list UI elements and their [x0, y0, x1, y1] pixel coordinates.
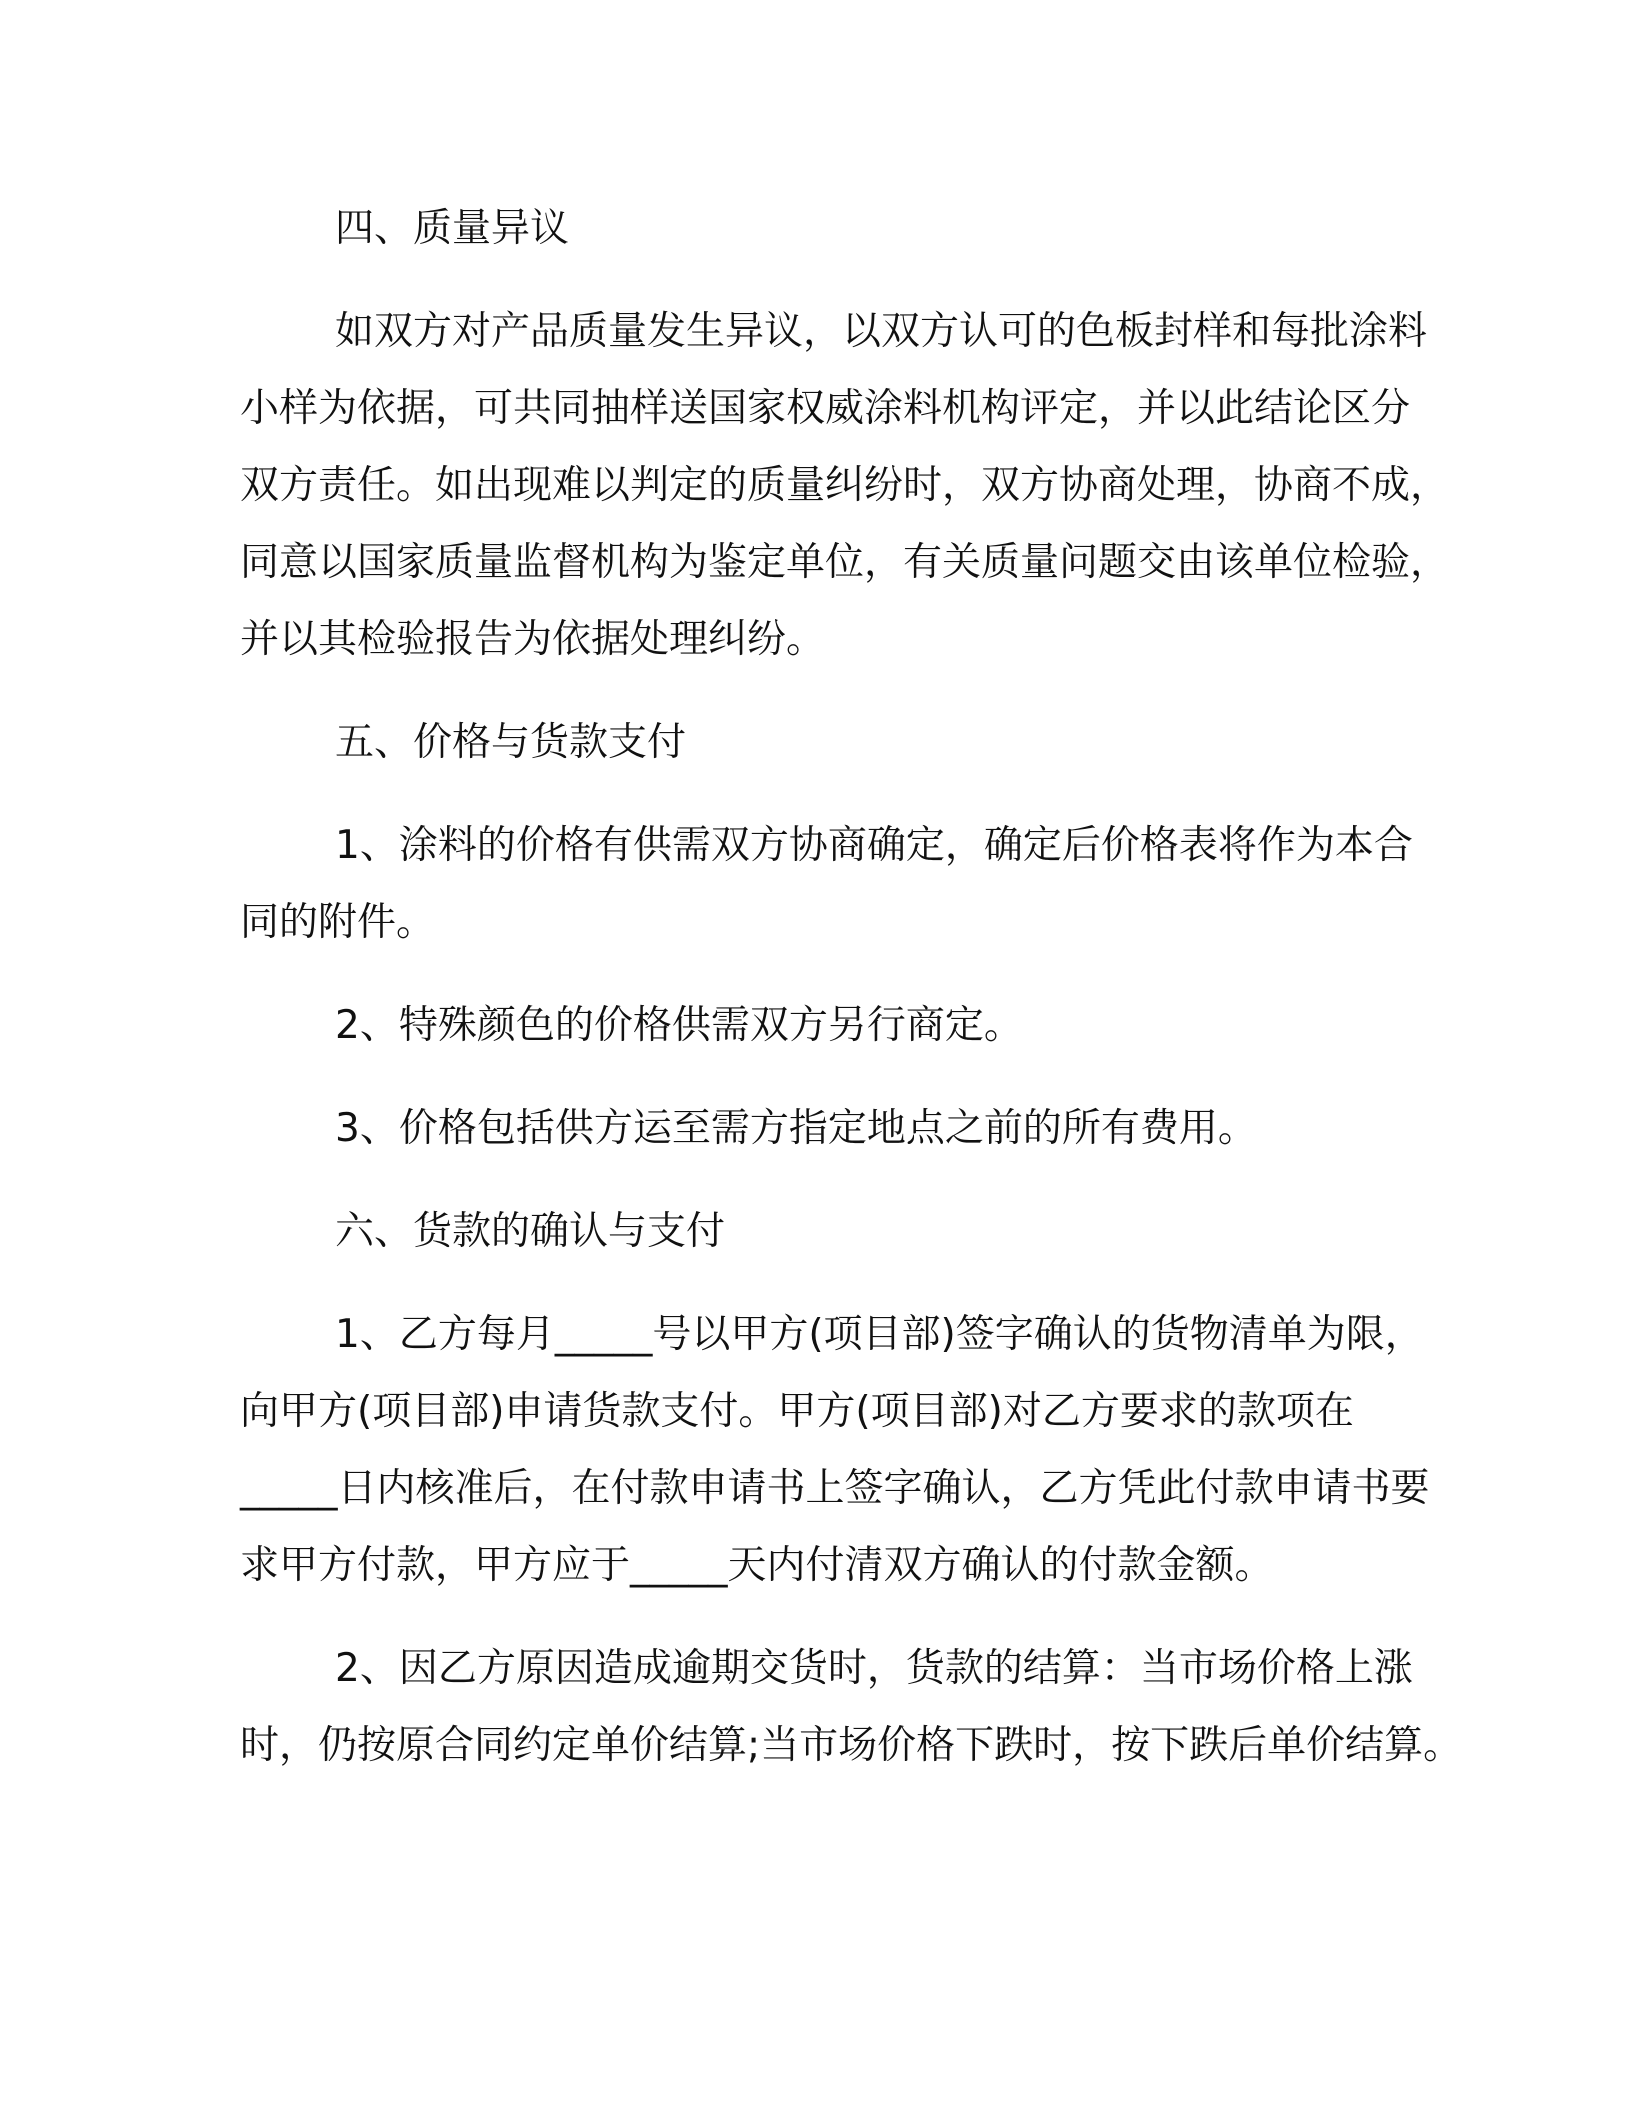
section-heading-payment-confirmation: 六、货款的确认与支付: [335, 1209, 726, 1254]
text-line: 同意以国家质量监督机构为鉴定单位，有关质量问题交由该单位检验，: [240, 540, 1450, 585]
paragraph-price-item-2: [240, 987, 1390, 1064]
text-line: 小样为依据，可共同抽样送国家权威涂料机构评定，并以此结论区分: [240, 386, 1411, 431]
document-body: [240, 190, 1463, 1810]
text-line: 1、涂料的价格有供需双方协商确定，确定后价格表将作为本合: [335, 823, 1413, 868]
text-line: 同的附件。: [240, 900, 436, 945]
paragraph-price-item-3: [240, 1090, 1390, 1167]
text-line: 2、因乙方原因造成逾期交货时，货款的结算：当市场价格上涨: [335, 1646, 1413, 1691]
text-line: 双方责任。如出现难以判定的质量纠纷时，双方协商处理，协商不成，: [240, 463, 1450, 508]
text-line: 3、价格包括供方运至需方指定地点之前的所有费用。: [335, 1106, 1257, 1151]
paragraph-price-item-1: [240, 807, 1413, 961]
section-heading-price-payment: 五、价格与货款支付: [335, 720, 687, 765]
text-line: 时，仍按原合同约定单价结算;当市场价格下跌时，按下跌后单价结算。: [240, 1723, 1463, 1768]
text-line: 如双方对产品质量发生异议，以双方认可的色板封样和每批涂料: [335, 309, 1428, 354]
text-line: 2、特殊颜色的价格供需双方另行商定。: [335, 1003, 1023, 1048]
text-line: 向甲方(项目部)申请货款支付。甲方(项目部)对乙方要求的款项在: [240, 1389, 1354, 1434]
paragraph-payment-item-1: [240, 1296, 1430, 1604]
paragraph-quality-dispute: [240, 293, 1450, 678]
paragraph-payment-item-2: [240, 1630, 1463, 1784]
text-line: _____日内核准后，在付款申请书上签字确认，乙方凭此付款申请书要: [240, 1466, 1430, 1511]
text-line: 1、乙方每月_____号以甲方(项目部)签字确认的货物清单为限，: [335, 1312, 1424, 1357]
section-heading-quality-dispute: 四、质量异议: [335, 206, 570, 251]
text-line: 求甲方付款，甲方应于_____天内付清双方确认的付款金额。: [240, 1543, 1274, 1588]
text-line: 并以其检验报告为依据处理纠纷。: [240, 617, 826, 662]
